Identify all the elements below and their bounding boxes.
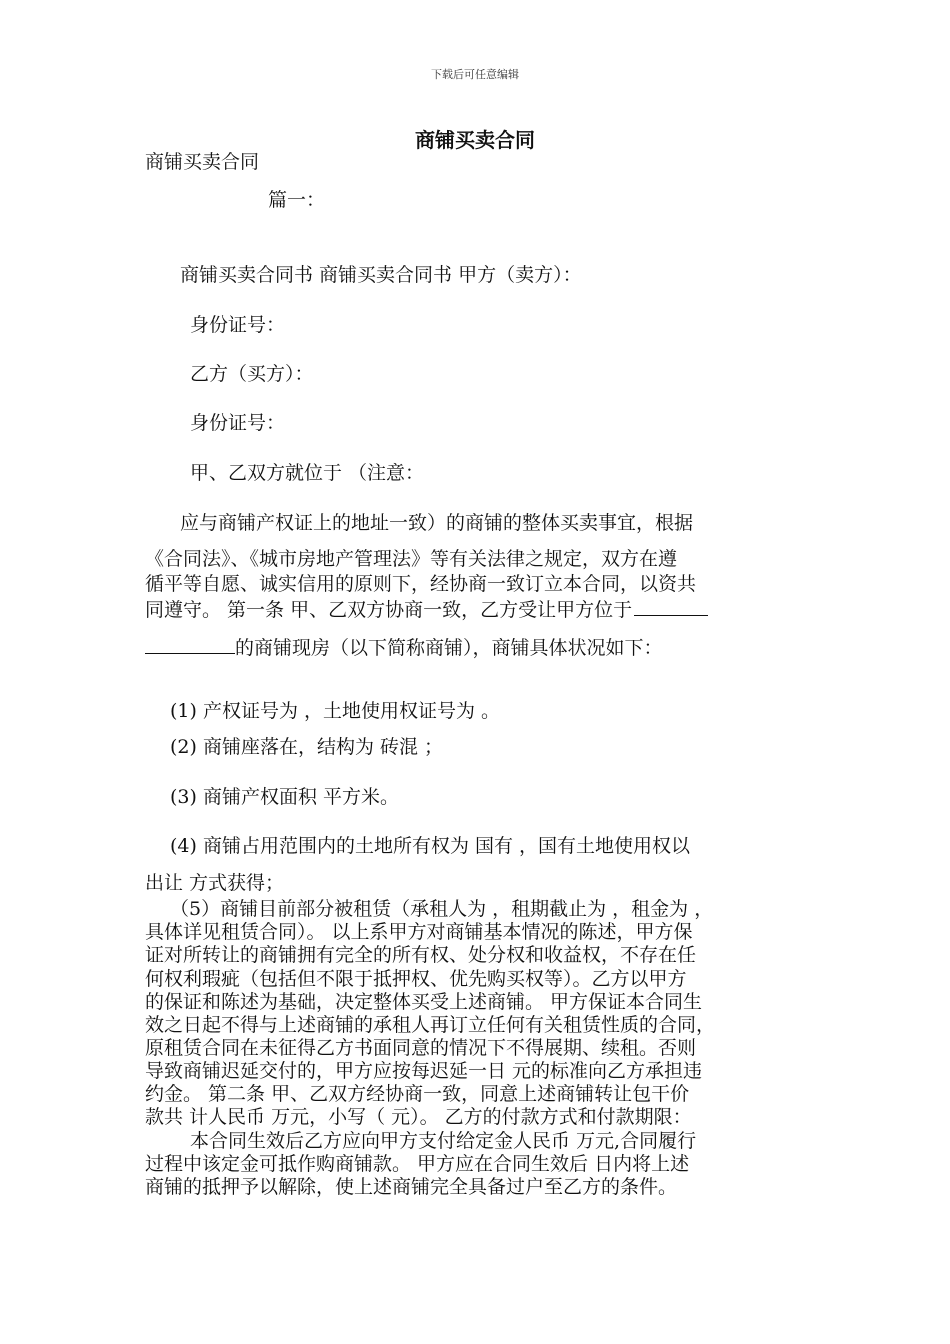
paragraph-line: 具体详见租赁合同）。 以上系甲方对商铺基本情况的陈述，甲方保 — [145, 921, 693, 943]
list-item: (4) 商铺占用范围内的土地所有权为 国有 ，国有土地使用权以 — [170, 835, 691, 857]
paragraph-line: （5）商铺目前部分被租赁（承租人为 ，租期截止为 ，租金为 ， — [170, 898, 714, 920]
fill-in-blank — [634, 597, 708, 616]
paragraph-line: 的保证和陈述为基础，决定整体买受上述商铺。 甲方保证本合同生 — [145, 991, 703, 1013]
paragraph-line: 款共 计人民币 万元，小写（ 元）。 乙方的付款方式和付款期限： — [145, 1106, 692, 1128]
download-note: 下载后可任意编辑 — [431, 68, 519, 81]
paragraph-line: 过程中该定金可抵作购商铺款。 甲方应在合同生效后 日内将上述 — [145, 1153, 690, 1175]
list-item: (2) 商铺座落在，结构为 砖混 ； — [170, 736, 444, 758]
paragraph-text: 同遵守。 第一条 甲、乙双方协商一致，乙方受让甲方位于 — [145, 599, 633, 621]
paragraph-line: 效之日起不得与上述商铺的承租人再订立任何有关租赁性质的合同， — [145, 1014, 716, 1036]
paragraph-line: 《合同法》、《城市房地产管理法》等有关法律之规定，双方在遵 — [145, 548, 678, 570]
paragraph-line: 导致商铺迟延交付的，甲方应按每迟延一日 元的标准向乙方承担违 — [145, 1060, 703, 1082]
document-title: 商铺买卖合同 — [415, 128, 535, 152]
buyer-label: 乙方（买方）： — [190, 363, 314, 385]
part-label: 篇一： — [268, 189, 326, 211]
paragraph-line: 应与商铺产权证上的地址一致）的商铺的整体买卖事宜，根据 — [180, 512, 694, 534]
paragraph-line: 约金。 第二条 甲、乙双方经协商一致，同意上述商铺转让包干价 — [145, 1083, 690, 1105]
paragraph-line-with-blank — [145, 635, 663, 660]
paragraph-line-with-blank — [145, 597, 708, 622]
location-line: 甲、乙双方就位于 （注意： — [190, 462, 425, 484]
paragraph-line: 原租赁合同在未征得乙方书面同意的情况下不得展期、续租。否则 — [145, 1037, 697, 1059]
buyer-id-label: 身份证号： — [190, 412, 286, 434]
paragraph-line: 商铺的抵押予以解除，使上述商铺完全具备过户至乙方的条件。 — [145, 1176, 678, 1198]
fill-in-blank — [145, 635, 235, 654]
list-item: (1) 产权证号为 ，土地使用权证号为 。 — [170, 700, 501, 722]
seller-id-label: 身份证号： — [190, 314, 286, 336]
document-subtitle: 商铺买卖合同 — [145, 151, 260, 173]
list-item: (3) 商铺产权面积 平方米。 — [170, 786, 399, 808]
paragraph-line: 循平等自愿、诚实信用的原则下，经协商一致订立本合同，以资共 — [145, 573, 697, 595]
intro-line: 商铺买卖合同书 商铺买卖合同书 甲方（卖方）： — [180, 264, 582, 286]
paragraph-line: 何权利瑕疵（包括但不限于抵押权、优先购买权等）。乙方以甲方 — [145, 968, 687, 990]
paragraph-line: 本合同生效后乙方应向甲方支付给定金人民币 万元,合同履行 — [190, 1130, 697, 1152]
paragraph-text: 的商铺现房（以下简称商铺），商铺具体状况如下： — [235, 637, 663, 659]
paragraph-line: 证对所转让的商铺拥有完全的所有权、处分权和收益权，不存在任 — [145, 944, 697, 966]
list-item-continuation: 出让 方式获得； — [145, 872, 285, 894]
